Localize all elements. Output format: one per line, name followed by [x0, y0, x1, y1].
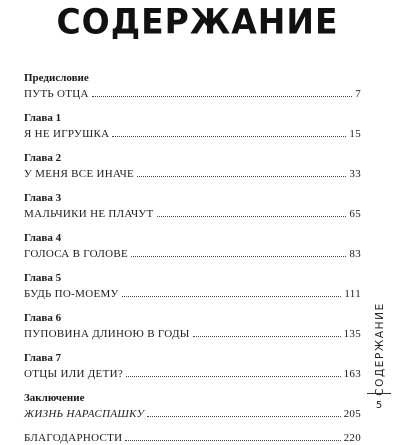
toc-dot-leader: [126, 376, 341, 377]
toc-chapter-label: Глава 3: [24, 192, 62, 204]
toc-entry-title: БЛАГОДАРНОСТИ: [24, 432, 123, 444]
toc-entry-title: МАЛЬЧИКИ НЕ ПЛАЧУТ: [24, 208, 154, 220]
toc-entry-chapter-6[interactable]: [24, 312, 361, 341]
toc-entry-acknowledgements[interactable]: [24, 429, 361, 445]
page-number-rule: [367, 393, 391, 394]
toc-page-number: 83: [349, 248, 361, 260]
toc-entry-title: ГОЛОСА В ГОЛОВЕ: [24, 248, 129, 260]
toc-entry-conclusion[interactable]: [24, 392, 361, 421]
toc-row: [24, 205, 361, 221]
page-number: 5: [375, 400, 383, 411]
toc-chapter-label: Глава 7: [24, 352, 62, 364]
toc-chapter-label: Заключение: [24, 392, 85, 404]
toc-dot-leader: [112, 136, 346, 137]
toc-page-number: 205: [343, 408, 361, 420]
toc-chapter-label: Глава 2: [24, 152, 62, 164]
toc-row: [24, 365, 361, 381]
toc-dot-leader: [193, 336, 341, 337]
table-of-contents: [24, 72, 361, 445]
toc-entry-chapter-7[interactable]: [24, 352, 361, 381]
page-title: СОДЕРЖАНИЕ: [56, 1, 339, 42]
toc-entry-title: ПУПОВИНА ДЛИНОЮ В ГОДЫ: [24, 328, 190, 340]
side-running-head: [373, 304, 387, 394]
toc-dot-leader: [92, 96, 352, 97]
toc-entry-chapter-3[interactable]: [24, 192, 361, 221]
toc-page-number: 65: [349, 208, 361, 220]
toc-entry-chapter-4[interactable]: [24, 232, 361, 261]
toc-entry-preface[interactable]: [24, 72, 361, 101]
toc-dot-leader: [122, 296, 342, 297]
toc-row: [24, 85, 361, 101]
toc-entry-chapter-2[interactable]: [24, 152, 361, 181]
toc-chapter-label: Глава 4: [24, 232, 62, 244]
toc-dot-leader: [125, 440, 340, 441]
toc-row: [24, 405, 361, 421]
toc-chapter-label: Глава 6: [24, 312, 62, 324]
toc-row: [24, 285, 361, 301]
toc-entry-title: ПУТЬ ОТЦА: [24, 88, 89, 100]
toc-page-number: 135: [343, 328, 361, 340]
toc-row: [24, 429, 361, 445]
toc-page-number: 15: [349, 128, 361, 140]
toc-page-number: 33: [349, 168, 361, 180]
toc-row: [24, 245, 361, 261]
toc-entry-title: Я НЕ ИГРУШКА: [24, 128, 110, 140]
toc-page-number: 220: [343, 432, 361, 444]
side-label: СОДЕРЖАНИЕ: [374, 302, 386, 396]
toc-page-number: 163: [343, 368, 361, 380]
toc-chapter-label: Глава 1: [24, 112, 62, 124]
toc-row: [24, 125, 361, 141]
toc-entry-chapter-5[interactable]: [24, 272, 361, 301]
toc-dot-leader: [147, 416, 340, 417]
toc-dot-leader: [131, 256, 346, 257]
toc-chapter-label: Предисловие: [24, 72, 89, 84]
toc-entry-title: ОТЦЫ ИЛИ ДЕТИ?: [24, 368, 124, 380]
toc-entry-title: У МЕНЯ ВСЕ ИНАЧЕ: [24, 168, 135, 180]
toc-page-number: 111: [344, 288, 361, 300]
toc-row: [24, 165, 361, 181]
toc-row: [24, 325, 361, 341]
toc-dot-leader: [157, 216, 347, 217]
toc-entry-title: БУДЬ ПО-МОЕМУ: [24, 288, 119, 300]
toc-dot-leader: [137, 176, 346, 177]
toc-page-number: 7: [355, 88, 361, 100]
toc-entry-chapter-1[interactable]: [24, 112, 361, 141]
toc-entry-title: ЖИЗНЬ НАРАСПАШКУ: [24, 408, 145, 420]
toc-chapter-label: Глава 5: [24, 272, 62, 284]
